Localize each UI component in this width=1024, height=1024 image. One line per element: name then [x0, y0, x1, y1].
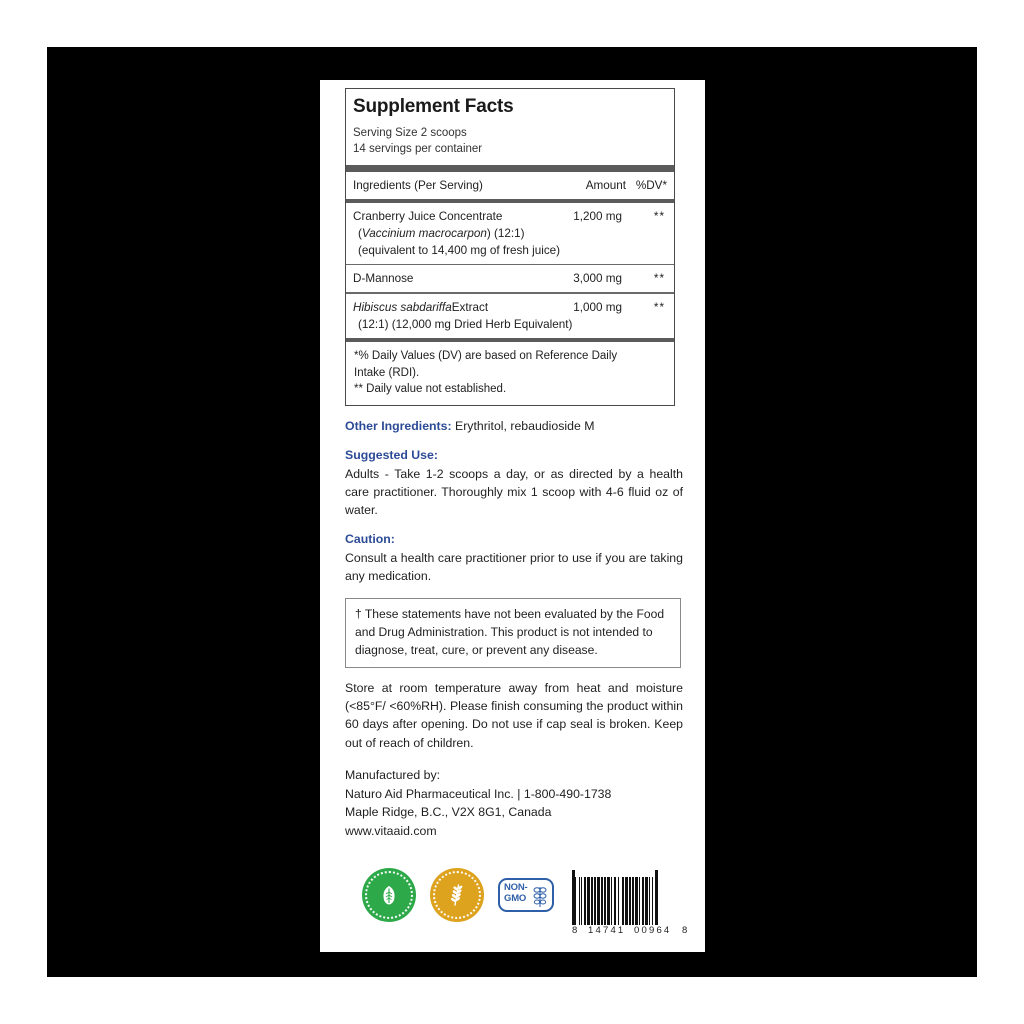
- caution-heading: Caution:: [345, 532, 395, 547]
- storage-instructions: Store at room temperature away from heat and moisture (<85°F/ <60%RH). Please finish consuming the product within 60 days after opening. Do not use if cap seal is broken. Keep out of reach of children.: [345, 680, 683, 750]
- barcode-digits: [572, 925, 690, 938]
- supplement-facts-footnote: [346, 342, 674, 405]
- ingredient-dv-hibiscus: **: [653, 300, 665, 314]
- footnote-line-3: ** Daily value not established.: [354, 383, 507, 396]
- gluten-free-badge: [430, 868, 484, 922]
- manufacturer-info: [345, 766, 683, 840]
- fda-disclaimer-box: [345, 598, 681, 667]
- caution-text: Consult a health care practitioner prior to use if you are taking any medication.: [345, 550, 683, 583]
- ingredient-equivalent-cranberry: (equivalent to 14,400 mg of fresh juice): [358, 243, 561, 257]
- latin-name-cranberry: Vaccinium macrocarpon: [361, 226, 487, 240]
- other-ingredients-heading: Other Ingredients:: [345, 419, 452, 434]
- caution-section: [345, 530, 683, 585]
- wheat-icon: [445, 882, 469, 908]
- latin-ratio-cranberry: ) (12:1): [486, 226, 525, 240]
- manufacturer-address: Maple Ridge, B.C., V2X 8G1, Canada: [345, 805, 552, 820]
- column-header-row: [346, 172, 674, 199]
- butterfly-plant-icon: [532, 884, 548, 910]
- servings-per-container: 14 servings per container: [353, 143, 483, 156]
- manufacturer-label: Manufactured by:: [345, 768, 441, 783]
- column-header-amount: Amount: [585, 178, 626, 192]
- rule-above-columns: [346, 165, 674, 172]
- ingredient-amount-dmannose: 3,000 mg: [573, 272, 622, 286]
- certification-badges-row: [340, 868, 690, 948]
- non-gmo-line-2: GMO: [504, 892, 527, 904]
- barcode-bars: [572, 870, 690, 925]
- ingredient-dv-dmannose: **: [653, 272, 665, 286]
- manufacturer-website: www.vitaaid.com: [345, 823, 437, 838]
- supplement-label-panel: [320, 80, 705, 952]
- other-ingredients-text: Erythritol, rebaudioside M: [451, 419, 595, 434]
- ingredient-name-hibiscus: Extract: [451, 300, 489, 314]
- column-header-ingredients: Ingredients (Per Serving): [353, 178, 483, 192]
- footnote-line-2: Intake (RDI).: [354, 366, 420, 379]
- supplement-facts-header: [346, 89, 674, 165]
- label-content: [345, 88, 685, 840]
- latin-open-paren: (: [358, 226, 362, 240]
- column-header-dv: %DV*: [635, 178, 667, 192]
- ingredient-amount-cranberry: 1,200 mg: [573, 209, 622, 223]
- ingredient-equivalent-hibiscus: (12:1) (12,000 mg Dried Herb Equivalent): [358, 318, 573, 332]
- ingredient-row-hibiscus: [346, 294, 674, 338]
- barcode-left-digit: 8: [572, 925, 578, 936]
- serving-size: Serving Size 2 scoops: [353, 126, 467, 139]
- vegan-badge: [362, 868, 416, 922]
- ingredient-name-cranberry: Cranberry Juice Concentrate: [353, 209, 503, 223]
- non-gmo-text: [504, 883, 527, 904]
- gluten-free-seal-core: [438, 876, 476, 914]
- supplement-facts-box: [345, 88, 675, 406]
- footnote-line-1: *% Daily Values (DV) are based on Reference Daily: [354, 350, 618, 363]
- barcode-group-2: 00964: [634, 925, 672, 936]
- ingredient-row-cranberry: [346, 203, 674, 264]
- ingredient-dv-cranberry: **: [653, 209, 665, 223]
- suggested-use-text: Adults - Take 1-2 scoops a day, or as directed by a health care practitioner. Thoroughly mix 1 scoop with 4-6 fluid oz of water.: [345, 466, 683, 518]
- non-gmo-line-1: NON-: [504, 882, 528, 893]
- manufacturer-name-phone: Naturo Aid Pharmaceutical Inc. | 1-800-490-1738: [345, 786, 612, 801]
- non-gmo-seal-icon: [498, 878, 554, 912]
- barcode-right-digit: 8: [682, 925, 688, 936]
- leaf-icon: [377, 883, 401, 907]
- ingredient-name-dmannose: D-Mannose: [353, 272, 414, 286]
- barcode-group-1: 14741: [588, 925, 626, 936]
- vegan-seal-icon: [362, 868, 416, 922]
- suggested-use-heading: Suggested Use:: [345, 448, 438, 463]
- vegan-seal-core: [370, 876, 408, 914]
- ingredient-latin-line-cranberry: [353, 225, 667, 242]
- ingredient-amount-hibiscus: 1,000 mg: [573, 300, 622, 314]
- fda-disclaimer-text: † These statements have not been evaluated by the Food and Drug Administration. This product is not intended to diagnose, treat, cure, or prevent any disease.: [355, 607, 665, 658]
- non-gmo-badge: [498, 878, 554, 912]
- ingredient-row-dmannose: [346, 265, 674, 292]
- supplement-facts-title: Supplement Facts: [353, 96, 514, 117]
- other-ingredients-line: [345, 417, 683, 435]
- barcode: [572, 870, 690, 938]
- gluten-free-seal-icon: [430, 868, 484, 922]
- other-ingredients-section: [345, 417, 683, 435]
- suggested-use-section: [345, 446, 683, 519]
- ingredient-latin-hibiscus: Hibiscus sabdariffa: [353, 300, 452, 314]
